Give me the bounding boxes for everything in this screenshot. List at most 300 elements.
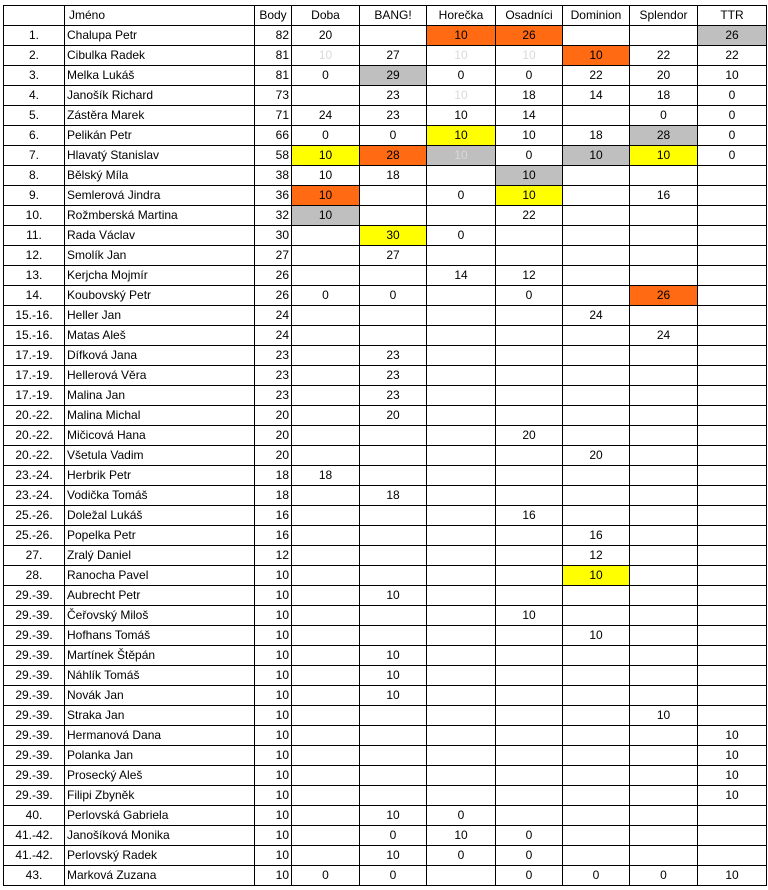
score-cell-horecka (427, 286, 496, 306)
score-cell-doba (292, 766, 360, 786)
score-cell-ttr (698, 606, 767, 626)
score-cell-dominion (563, 426, 630, 446)
score-cell-horecka (427, 486, 496, 506)
player-name-cell: Prosecký Aleš (65, 766, 255, 786)
score-cell-dominion (563, 806, 630, 826)
rank-cell: 41.-42. (4, 846, 65, 866)
name-header: Jméno (65, 6, 255, 26)
score-cell-splendor: 28 (630, 126, 698, 146)
player-name-cell: Matas Aleš (65, 326, 255, 346)
score-cell-splendor: 26 (630, 286, 698, 306)
score-cell-bang (360, 786, 427, 806)
score-cell-osadnici: 10 (496, 606, 563, 626)
score-cell-osadnici (496, 766, 563, 786)
player-name-cell: Semlerová Jindra (65, 186, 255, 206)
score-cell-splendor (630, 566, 698, 586)
score-cell-doba (292, 346, 360, 366)
player-name-cell: Herbrik Petr (65, 466, 255, 486)
score-cell-osadnici: 16 (496, 506, 563, 526)
score-cell-ttr (698, 446, 767, 466)
points-cell: 26 (255, 286, 292, 306)
score-cell-osadnici (496, 526, 563, 546)
rank-cell: 29.-39. (4, 666, 65, 686)
score-cell-osadnici (496, 386, 563, 406)
score-cell-splendor: 16 (630, 186, 698, 206)
table-row (4, 746, 767, 766)
score-cell-ttr: 10 (698, 746, 767, 766)
score-cell-ttr (698, 566, 767, 586)
score-cell-bang (360, 566, 427, 586)
score-cell-splendor (630, 166, 698, 186)
score-cell-dominion (563, 286, 630, 306)
table-row (4, 266, 767, 286)
score-cell-dominion (563, 466, 630, 486)
table-row (4, 506, 767, 526)
player-name-cell: Kerjcha Mojmír (65, 266, 255, 286)
player-name-cell: Pelikán Petr (65, 126, 255, 146)
score-cell-ttr (698, 506, 767, 526)
score-cell-doba (292, 526, 360, 546)
player-name-cell: Perlovská Gabriela (65, 806, 255, 826)
rank-cell: 23.-24. (4, 466, 65, 486)
score-cell-doba (292, 746, 360, 766)
score-cell-bang: 30 (360, 226, 427, 246)
score-cell-bang (360, 726, 427, 746)
points-cell: 10 (255, 786, 292, 806)
table-row (4, 386, 767, 406)
table-row (4, 646, 767, 666)
score-cell-bang (360, 466, 427, 486)
score-cell-bang (360, 426, 427, 446)
score-cell-osadnici: 0 (496, 286, 563, 306)
player-name-cell: Heller Jan (65, 306, 255, 326)
score-cell-osadnici: 0 (496, 826, 563, 846)
score-cell-bang (360, 526, 427, 546)
player-name-cell: Vodička Tomáš (65, 486, 255, 506)
score-cell-osadnici (496, 546, 563, 566)
score-cell-bang (360, 606, 427, 626)
score-cell-horecka (427, 466, 496, 486)
score-cell-horecka: 10 (427, 126, 496, 146)
score-cell-osadnici: 10 (496, 126, 563, 146)
score-cell-ttr (698, 286, 767, 306)
score-cell-horecka (427, 586, 496, 606)
rank-cell: 10. (4, 206, 65, 226)
score-cell-ttr: 0 (698, 126, 767, 146)
rank-cell: 29.-39. (4, 746, 65, 766)
score-cell-doba (292, 306, 360, 326)
rank-cell: 11. (4, 226, 65, 246)
score-cell-doba (292, 246, 360, 266)
score-cell-doba: 18 (292, 466, 360, 486)
rank-header (4, 6, 65, 26)
score-cell-osadnici (496, 686, 563, 706)
points-cell: 23 (255, 366, 292, 386)
score-cell-horecka (427, 666, 496, 686)
score-cell-bang (360, 626, 427, 646)
rank-cell: 4. (4, 86, 65, 106)
score-cell-splendor (630, 586, 698, 606)
score-cell-horecka (427, 866, 496, 886)
score-cell-splendor (630, 606, 698, 626)
game-header-ttr: TTR (698, 6, 767, 26)
score-cell-dominion (563, 226, 630, 246)
score-cell-dominion (563, 606, 630, 626)
score-cell-doba (292, 566, 360, 586)
points-cell: 58 (255, 146, 292, 166)
score-cell-dominion (563, 666, 630, 686)
score-cell-doba: 10 (292, 46, 360, 66)
score-cell-ttr (698, 486, 767, 506)
score-cell-horecka (427, 606, 496, 626)
score-cell-dominion: 10 (563, 566, 630, 586)
score-cell-dominion: 20 (563, 446, 630, 466)
score-cell-doba (292, 606, 360, 626)
player-name-cell: Zralý Daniel (65, 546, 255, 566)
score-cell-splendor (630, 246, 698, 266)
score-cell-bang: 28 (360, 146, 427, 166)
score-cell-doba (292, 786, 360, 806)
player-name-cell: Bělský Míla (65, 166, 255, 186)
score-cell-doba (292, 586, 360, 606)
table-row (4, 626, 767, 646)
points-cell: 27 (255, 246, 292, 266)
score-cell-dominion (563, 646, 630, 666)
points-cell: 10 (255, 706, 292, 726)
score-cell-ttr: 10 (698, 66, 767, 86)
score-cell-bang: 18 (360, 486, 427, 506)
score-cell-splendor (630, 846, 698, 866)
rank-cell: 29.-39. (4, 766, 65, 786)
rank-cell: 12. (4, 246, 65, 266)
score-cell-splendor (630, 226, 698, 246)
score-cell-osadnici: 0 (496, 846, 563, 866)
score-cell-ttr (698, 306, 767, 326)
score-cell-ttr (698, 666, 767, 686)
player-name-cell: Zástěra Marek (65, 106, 255, 126)
game-header-doba: Doba (292, 6, 360, 26)
score-cell-bang: 27 (360, 46, 427, 66)
table-row (4, 26, 767, 46)
score-cell-ttr (698, 826, 767, 846)
points-cell: 16 (255, 526, 292, 546)
rank-cell: 20.-22. (4, 406, 65, 426)
points-cell: 10 (255, 606, 292, 626)
rank-cell: 14. (4, 286, 65, 306)
points-cell: 10 (255, 586, 292, 606)
player-name-cell: Malina Jan (65, 386, 255, 406)
player-name-cell: Melka Lukáš (65, 66, 255, 86)
table-row (4, 446, 767, 466)
score-cell-bang: 0 (360, 826, 427, 846)
score-cell-horecka: 0 (427, 226, 496, 246)
score-cell-osadnici: 10 (496, 166, 563, 186)
points-cell: 10 (255, 846, 292, 866)
rank-cell: 29.-39. (4, 786, 65, 806)
points-cell: 10 (255, 566, 292, 586)
score-cell-dominion: 14 (563, 86, 630, 106)
score-cell-dominion (563, 826, 630, 846)
score-cell-horecka (427, 306, 496, 326)
points-cell: 23 (255, 386, 292, 406)
table-row (4, 726, 767, 746)
score-cell-osadnici (496, 246, 563, 266)
score-cell-doba: 24 (292, 106, 360, 126)
points-cell: 81 (255, 46, 292, 66)
score-cell-splendor (630, 786, 698, 806)
score-cell-osadnici: 14 (496, 106, 563, 126)
player-name-cell: Mičicová Hana (65, 426, 255, 446)
score-cell-horecka (427, 246, 496, 266)
table-row (4, 186, 767, 206)
rank-cell: 29.-39. (4, 586, 65, 606)
score-cell-splendor (630, 206, 698, 226)
score-cell-horecka: 10 (427, 46, 496, 66)
score-cell-doba (292, 426, 360, 446)
table-body (4, 26, 767, 886)
score-cell-doba (292, 386, 360, 406)
score-cell-horecka: 10 (427, 86, 496, 106)
game-header-horecka: Horečka (427, 6, 496, 26)
score-cell-horecka (427, 326, 496, 346)
score-cell-doba: 20 (292, 26, 360, 46)
score-cell-splendor: 22 (630, 46, 698, 66)
score-cell-osadnici (496, 326, 563, 346)
score-cell-horecka: 0 (427, 846, 496, 866)
score-cell-splendor: 24 (630, 326, 698, 346)
score-cell-splendor: 0 (630, 866, 698, 886)
score-cell-bang: 0 (360, 286, 427, 306)
score-cell-horecka (427, 346, 496, 366)
score-cell-splendor (630, 306, 698, 326)
score-cell-ttr (698, 266, 767, 286)
player-name-cell: Filipi Zbyněk (65, 786, 255, 806)
player-name-cell: Doležal Lukáš (65, 506, 255, 526)
score-cell-ttr (698, 586, 767, 606)
score-cell-bang (360, 766, 427, 786)
score-cell-dominion (563, 706, 630, 726)
score-cell-bang: 29 (360, 66, 427, 86)
table-row (4, 146, 767, 166)
score-cell-bang: 10 (360, 666, 427, 686)
score-cell-splendor: 18 (630, 86, 698, 106)
score-cell-osadnici (496, 566, 563, 586)
score-cell-splendor (630, 726, 698, 746)
score-cell-bang (360, 746, 427, 766)
score-cell-dominion: 10 (563, 146, 630, 166)
score-cell-doba (292, 266, 360, 286)
table-row (4, 166, 767, 186)
score-cell-ttr: 22 (698, 46, 767, 66)
points-cell: 18 (255, 486, 292, 506)
score-cell-splendor (630, 486, 698, 506)
score-cell-horecka: 0 (427, 806, 496, 826)
score-cell-dominion: 24 (563, 306, 630, 326)
score-cell-ttr (698, 206, 767, 226)
score-cell-horecka (427, 746, 496, 766)
score-cell-osadnici: 22 (496, 206, 563, 226)
header-row (4, 6, 767, 26)
score-cell-bang: 18 (360, 166, 427, 186)
score-cell-doba (292, 366, 360, 386)
score-cell-bang (360, 306, 427, 326)
rank-cell: 2. (4, 46, 65, 66)
score-cell-doba: 10 (292, 206, 360, 226)
player-name-cell: Rožmberská Martina (65, 206, 255, 226)
score-cell-splendor (630, 746, 698, 766)
rank-cell: 17.-19. (4, 386, 65, 406)
points-cell: 38 (255, 166, 292, 186)
score-cell-ttr: 26 (698, 26, 767, 46)
score-cell-bang (360, 546, 427, 566)
score-cell-dominion: 10 (563, 46, 630, 66)
score-cell-splendor (630, 826, 698, 846)
score-cell-dominion (563, 406, 630, 426)
table-row (4, 526, 767, 546)
score-cell-ttr (698, 326, 767, 346)
score-cell-osadnici: 0 (496, 146, 563, 166)
score-cell-splendor: 10 (630, 706, 698, 726)
score-cell-dominion (563, 206, 630, 226)
score-cell-osadnici (496, 346, 563, 366)
score-cell-splendor (630, 366, 698, 386)
score-cell-ttr: 10 (698, 786, 767, 806)
table-row (4, 786, 767, 806)
score-cell-ttr (698, 246, 767, 266)
score-cell-horecka (427, 766, 496, 786)
rank-cell: 7. (4, 146, 65, 166)
points-cell: 20 (255, 446, 292, 466)
score-cell-splendor: 0 (630, 106, 698, 126)
score-cell-dominion (563, 846, 630, 866)
points-cell: 36 (255, 186, 292, 206)
results-table (3, 5, 767, 886)
score-cell-horecka (427, 426, 496, 446)
score-cell-osadnici (496, 746, 563, 766)
score-cell-doba (292, 706, 360, 726)
rank-cell: 20.-22. (4, 446, 65, 466)
score-cell-doba (292, 646, 360, 666)
rank-cell: 3. (4, 66, 65, 86)
rank-cell: 15.-16. (4, 306, 65, 326)
score-cell-ttr (698, 186, 767, 206)
score-cell-horecka (427, 546, 496, 566)
rank-cell: 29.-39. (4, 726, 65, 746)
score-cell-dominion (563, 166, 630, 186)
score-cell-bang: 10 (360, 646, 427, 666)
table-row (4, 86, 767, 106)
score-cell-horecka (427, 406, 496, 426)
score-cell-osadnici (496, 726, 563, 746)
points-cell: 10 (255, 726, 292, 746)
score-cell-doba: 0 (292, 286, 360, 306)
score-cell-splendor: 10 (630, 146, 698, 166)
score-cell-bang: 0 (360, 866, 427, 886)
score-cell-doba (292, 826, 360, 846)
rank-cell: 25.-26. (4, 526, 65, 546)
table-row (4, 366, 767, 386)
score-cell-dominion (563, 106, 630, 126)
score-cell-dominion (563, 686, 630, 706)
score-cell-doba (292, 626, 360, 646)
score-cell-ttr (698, 846, 767, 866)
score-cell-osadnici (496, 706, 563, 726)
score-cell-doba: 10 (292, 166, 360, 186)
rank-cell: 6. (4, 126, 65, 146)
player-name-cell: Janošík Richard (65, 86, 255, 106)
table-row (4, 46, 767, 66)
score-cell-bang: 23 (360, 366, 427, 386)
table-row (4, 546, 767, 566)
score-cell-dominion (563, 346, 630, 366)
table-row (4, 866, 767, 886)
score-cell-splendor (630, 266, 698, 286)
score-cell-horecka (427, 626, 496, 646)
player-name-cell: Popelka Petr (65, 526, 255, 546)
score-cell-bang (360, 506, 427, 526)
rank-cell: 43. (4, 866, 65, 886)
table-row (4, 106, 767, 126)
rank-cell: 29.-39. (4, 706, 65, 726)
player-name-cell: Dífková Jana (65, 346, 255, 366)
points-cell: 10 (255, 646, 292, 666)
score-cell-dominion: 16 (563, 526, 630, 546)
table-row (4, 206, 767, 226)
table-row (4, 846, 767, 866)
score-cell-osadnici (496, 486, 563, 506)
rank-cell: 29.-39. (4, 646, 65, 666)
rank-cell: 40. (4, 806, 65, 826)
score-cell-doba (292, 506, 360, 526)
score-cell-doba (292, 406, 360, 426)
score-cell-dominion: 22 (563, 66, 630, 86)
score-cell-ttr (698, 526, 767, 546)
score-cell-horecka (427, 366, 496, 386)
table-row (4, 826, 767, 846)
score-cell-dominion (563, 586, 630, 606)
score-cell-doba (292, 686, 360, 706)
score-cell-horecka: 10 (427, 106, 496, 126)
score-cell-dominion (563, 246, 630, 266)
score-cell-ttr (698, 366, 767, 386)
score-cell-splendor (630, 666, 698, 686)
points-cell: 30 (255, 226, 292, 246)
player-name-cell: Hofhans Tomáš (65, 626, 255, 646)
player-name-cell: Novák Jan (65, 686, 255, 706)
score-cell-ttr: 0 (698, 86, 767, 106)
score-cell-dominion (563, 506, 630, 526)
score-cell-splendor (630, 626, 698, 646)
score-cell-osadnici (496, 406, 563, 426)
score-cell-dominion (563, 766, 630, 786)
rank-cell: 8. (4, 166, 65, 186)
score-cell-dominion (563, 746, 630, 766)
player-name-cell: Ranocha Pavel (65, 566, 255, 586)
player-name-cell: Hlavatý Stanislav (65, 146, 255, 166)
player-name-cell: Hellerová Věra (65, 366, 255, 386)
score-cell-doba (292, 726, 360, 746)
table-row (4, 66, 767, 86)
rank-cell: 27. (4, 546, 65, 566)
rank-cell: 29.-39. (4, 606, 65, 626)
player-name-cell: Smolík Jan (65, 246, 255, 266)
rank-cell: 29.-39. (4, 626, 65, 646)
score-cell-splendor (630, 346, 698, 366)
score-cell-splendor (630, 526, 698, 546)
score-cell-splendor: 20 (630, 66, 698, 86)
rank-cell: 41.-42. (4, 826, 65, 846)
points-cell: 16 (255, 506, 292, 526)
